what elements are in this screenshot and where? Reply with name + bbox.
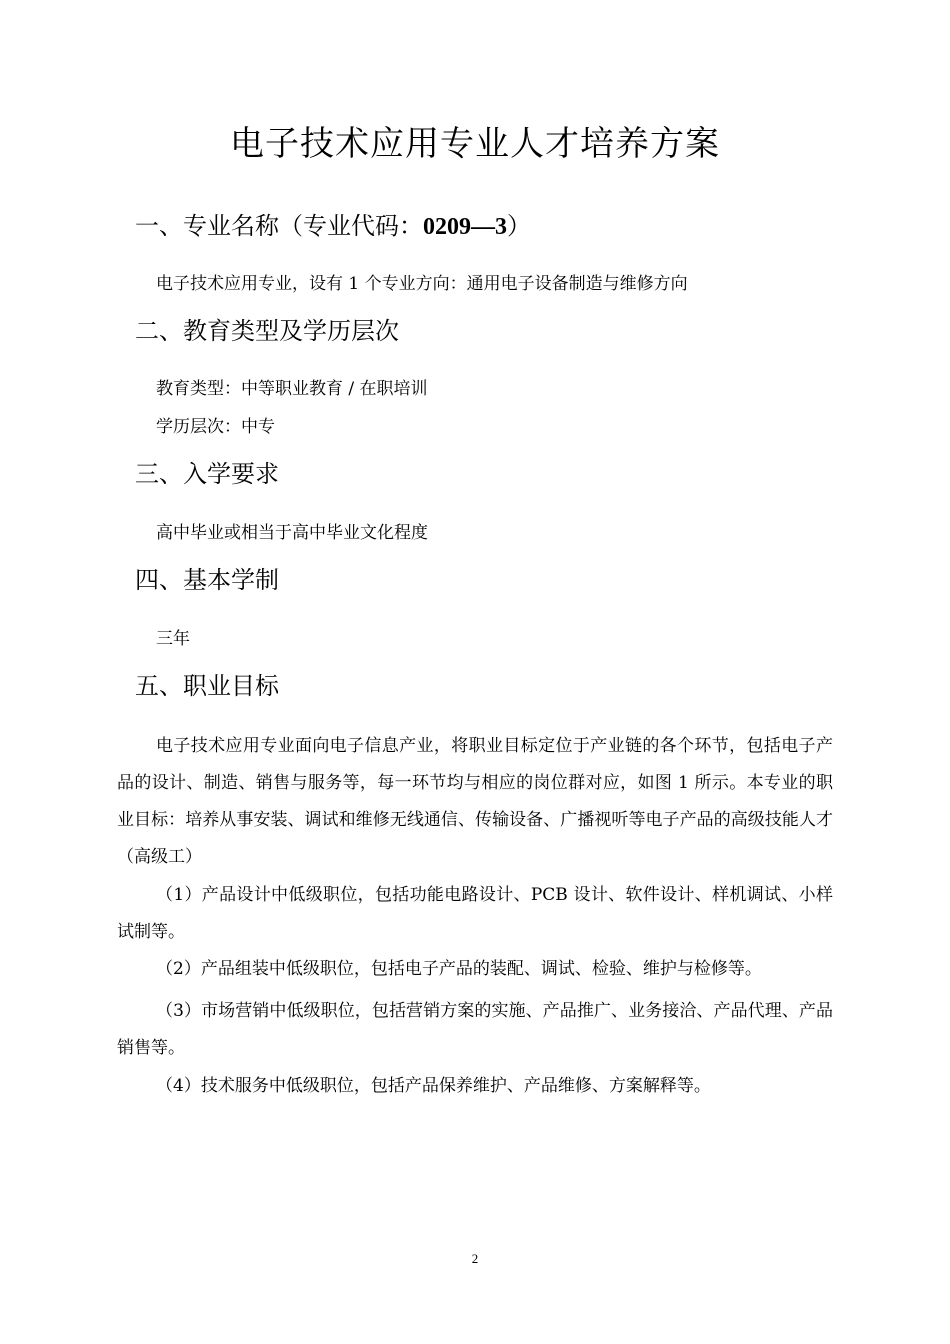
major-code: 0209—3 [423, 214, 507, 240]
section-heading-education-type: 二、教育类型及学历层次 [135, 317, 399, 345]
page-number: 2 [471, 1251, 479, 1266]
page-title: 电子技术应用专业人才培养方案 [230, 124, 720, 164]
section-heading-duration: 四、基本学制 [135, 566, 279, 594]
section-heading-major-name [135, 210, 531, 243]
education-level-text: 学历层次：中专 [156, 417, 275, 437]
career-goals-paragraph: 电子技术应用专业面向电子信息产业，将职业目标定位于产业链的各个环节，包括电子产品的设计、制造、销售与服务等，每一环节均与相应的岗位群对应，如图 1 所示。本专业的职业目标：培养从事安装、调试和维修无线通信、传输设备、广播视听等电子产品的高级技能人才（高级工） [117, 736, 833, 867]
career-goal-item-3: （3）市场营销中低级职位，包括营销方案的实施、产品推广、业务接洽、产品代理、产品销售等。 [117, 1001, 833, 1058]
major-direction-text: 电子技术应用专业，设有 1 个专业方向：通用电子设备制造与维修方向 [156, 274, 688, 294]
section-heading-admission: 三、入学要求 [135, 460, 279, 488]
career-goal-item-1: （1）产品设计中低级职位，包括功能电路设计、PCB 设计、软件设计、样机调试、小样试制等。 [117, 885, 833, 942]
admission-text: 高中毕业或相当于高中毕业文化程度 [156, 523, 428, 543]
section-heading-career-goals: 五、职业目标 [135, 672, 279, 700]
education-type-text: 教育类型：中等职业教育 / 在职培训 [156, 379, 428, 399]
heading-text: 一、专业名称（专业代码： [135, 212, 423, 240]
career-goal-item-4: （4）技术服务中低级职位，包括产品保养维护、产品维修、方案解释等。 [156, 1076, 711, 1096]
career-goal-item-2: （2）产品组装中低级职位，包括电子产品的装配、调试、检验、维护与检修等。 [156, 959, 762, 979]
heading-text-end: ） [507, 212, 531, 240]
duration-text: 三年 [156, 629, 190, 649]
